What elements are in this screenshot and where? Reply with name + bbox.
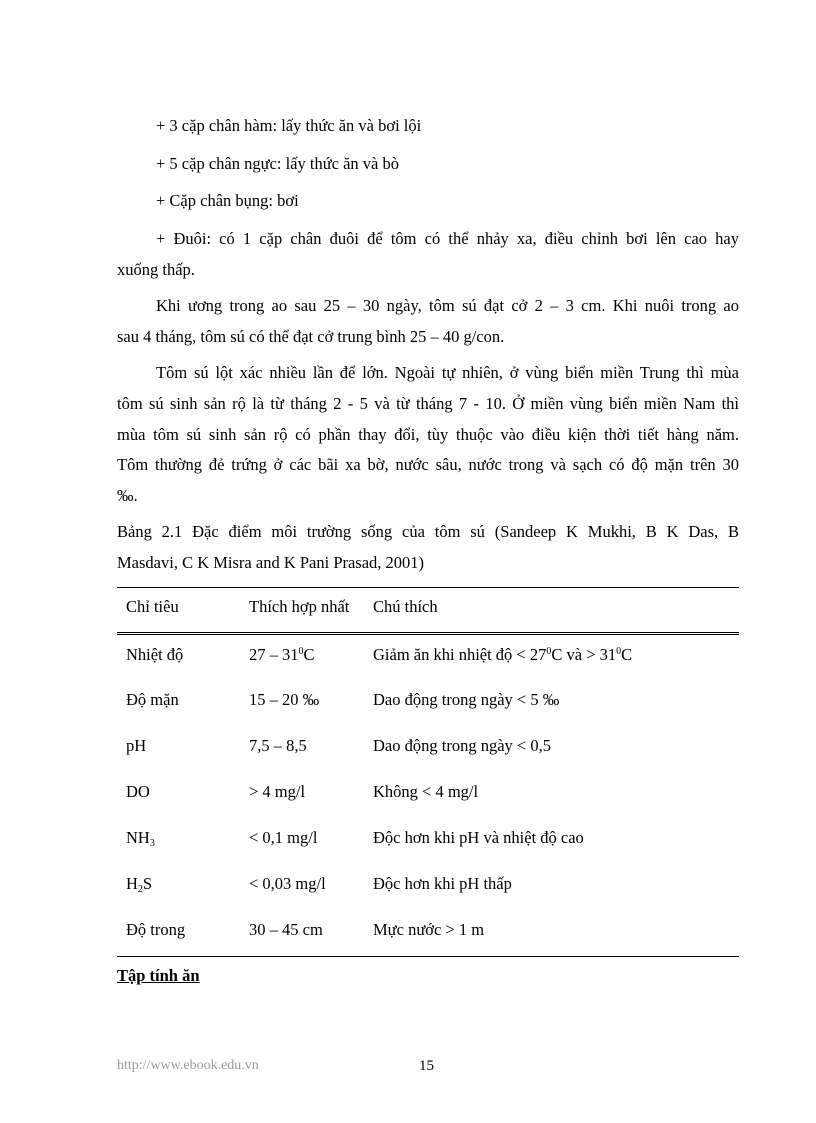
- cell-chu-thich: Không < 4 mg/l: [373, 782, 479, 801]
- cell-chu-thich: Độc hơn khi pH và nhiệt độ cao: [373, 828, 584, 847]
- cell-thich-hop: $27 - 31^0C$: [249, 645, 315, 664]
- cell-chu-thich: Giảm ăn khi nhiệt độ < $27^0C$ và > $31^0C$: [373, 645, 633, 664]
- table-top-rule: [117, 587, 739, 588]
- cell-chu-thich: Dao động trong ngày < 5 ‰: [373, 690, 560, 709]
- cell-thich-hop: 7,5 – 8,5: [249, 736, 307, 755]
- header-thich-hop-nhat: Thích hợp nhất: [249, 597, 350, 616]
- body-line-2: + 5 cặp chân ngực: lấy thức ăn và bò: [156, 154, 399, 173]
- page-number: 15: [419, 1058, 434, 1074]
- body-line-10: mùa tôm sú sinh sản rộ có phần thay đổi, tùy thuộc vào điều kiện thời tiết hàng năm.: [117, 425, 739, 444]
- cell-chi-tieu: $H_2S$: [126, 874, 153, 895]
- body-line-3: + Cặp chân bụng: bơi: [156, 191, 299, 210]
- header-chu-thich: Chú thích: [373, 597, 438, 616]
- header-chi-tieu: Chỉ tiêu: [126, 597, 179, 616]
- body-line-11: Tôm thường đẻ trứng ở các bãi xa bờ, nước sâu, nước trong và sạch có độ mặn trên 30: [117, 455, 739, 474]
- body-line-6: Khi ương trong ao sau 25 – 30 ngày, tôm sú đạt cở 2 – 3 cm. Khi nuôi trong ao: [156, 296, 739, 315]
- cell-chi-tieu: DO: [126, 782, 150, 801]
- body-line-9: tôm sú sinh sản rộ là từ tháng 2 - 5 và từ tháng 7 - 10. Ở miền vùng biển miền Nam thì: [117, 394, 739, 413]
- cell-chu-thich: Dao động trong ngày < 0,5: [373, 736, 551, 755]
- cell-thich-hop: 30 – 45 cm: [249, 920, 323, 939]
- cell-thich-hop: < 0,1 mg/l: [249, 828, 318, 847]
- cell-chi-tieu: $NH_3$: [126, 828, 155, 849]
- body-line-8: Tôm sú lột xác nhiều lần để lớn. Ngoài tự nhiên, ở vùng biển miền Trung thì mùa: [156, 363, 739, 382]
- cell-chi-tieu: Độ trong: [126, 920, 186, 939]
- table-header-rule: [117, 632, 739, 635]
- cell-chi-tieu: Độ mặn: [126, 690, 179, 709]
- body-line-1: + 3 cặp chân hàm: lấy thức ăn và bơi lội: [156, 116, 422, 135]
- body-line-4: + Đuôi: có 1 cặp chân đuôi để tôm có thể nhảy xa, điều chỉnh bơi lên cao hay: [156, 229, 739, 248]
- footer-url: http://www.ebook.edu.vn: [117, 1058, 259, 1073]
- table-caption-line-1: Bảng 2.1 Đặc điểm môi trường sống của tôm sú (Sandeep K Mukhi, B K Das, B: [117, 522, 739, 541]
- section-heading: Tập tính ăn: [117, 966, 200, 985]
- body-line-5: xuống thấp.: [117, 260, 195, 279]
- cell-chi-tieu: pH: [126, 736, 147, 755]
- body-line-7: sau 4 tháng, tôm sú có thể đạt cở trung bình 25 – 40 g/con.: [117, 327, 505, 346]
- cell-thich-hop: > 4 mg/l: [249, 782, 306, 801]
- body-line-12: ‰.: [117, 486, 138, 505]
- cell-chu-thich: Mực nước > 1 m: [373, 920, 485, 939]
- cell-thich-hop: < 0,03 mg/l: [249, 874, 326, 893]
- cell-chu-thich: Độc hơn khi pH thấp: [373, 874, 512, 893]
- table-bottom-rule: [117, 956, 739, 957]
- cell-chi-tieu: Nhiệt độ: [126, 645, 184, 664]
- table-caption-line-2: Masdavi, C K Misra and K Pani Prasad, 2001): [117, 553, 425, 572]
- cell-thich-hop: 15 – 20 ‰: [249, 690, 320, 709]
